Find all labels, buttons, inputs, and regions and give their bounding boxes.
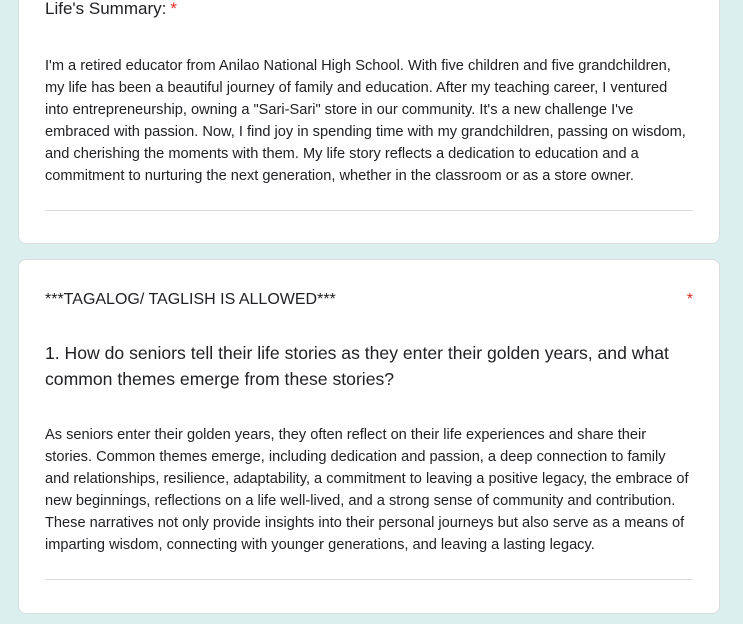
life-summary-question-card [18,0,720,244]
required-asterisk: * [170,0,177,18]
life-summary-title-text: Life's Summary: [45,0,167,18]
life-stories-answer-field[interactable]: As seniors enter their golden years, they often reflect on their life experiences and share their stories. Common themes emerge, including dedication and passion, a deep connection to family and relationships, resilience, adaptability, a commitment to leaving a positive legacy, the embrace of new beginnings, reflections on a life well-lived, and a strong sense of community and contribution. These narratives not only provide insights into their personal journeys but also serve as a means of imparting wisdom, connecting with younger generations, and leaving a lasting legacy. [45,424,693,580]
life-summary-title [45,0,177,21]
required-asterisk: * [686,291,693,308]
language-note-header [45,288,693,312]
language-note-text: ***TAGALOG/ TAGLISH IS ALLOWED*** [45,291,336,308]
life-summary-answer-field[interactable]: I'm a retired educator from Anilao National High School. With five children and five grandchildren, my life has been a beautiful journey of family and education. After my teaching career, I ventured into entrepreneurship, owning a "Sari-Sari" store in our community. It's a new challenge I've embraced with passion. Now, I find joy in spending time with my grandchildren, passing on wisdom, and cherishing the moments with them. My life story reflects a dedication to education and a commitment to nurturing the next generation, whether in the classroom or as a store owner. [45,55,693,211]
question-text: 1. How do seniors tell their life stories as they enter their golden years, and what common themes emerge from these stories? [45,343,669,389]
life-stories-question-card [18,259,720,614]
